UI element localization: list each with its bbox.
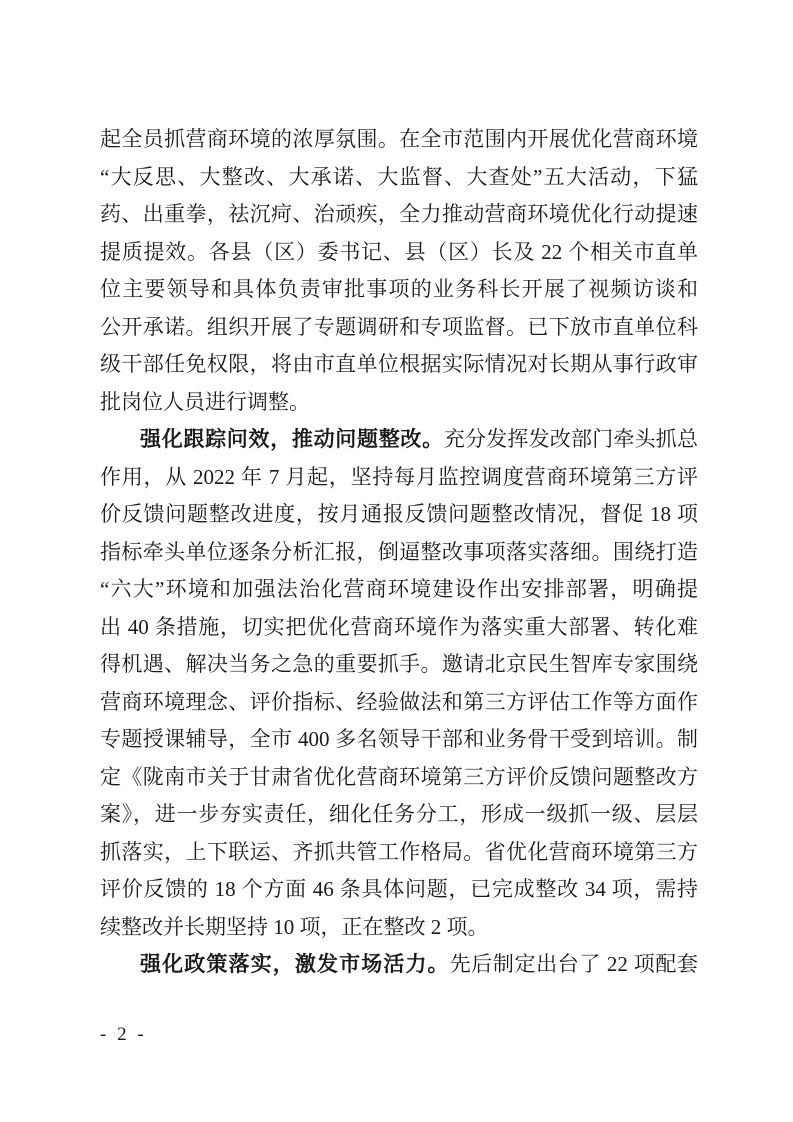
document-line: 作用，从 2022 年 7 月起，坚持每月监控调度营商环境第三方评 — [100, 464, 698, 489]
document-line: 案》，进一步夯实责任，细化任务分工，形成一级抓一级、层层 — [100, 802, 698, 826]
document-line: 抓落实，上下联运、齐抓共管工作格局。省优化营商环境第三方 — [100, 839, 698, 864]
document-line: 提质提效。各县（区）委书记、县（区）长及 22 个相关市直单 — [100, 239, 698, 264]
document-line: 定《陇南市关于甘肃省优化营商环境第三方评价反馈问题整改方 — [100, 764, 698, 789]
document-line: 指标牵头单位逐条分析汇报，倒逼整改事项落实落细。围绕打造 — [100, 539, 698, 564]
document-line: 营商环境理念、评价指标、经验做法和第三方评估工作等方面作 — [100, 689, 698, 714]
document-line: 药、出重拳，祛沉疴、治顽疾，全力推动营商环境优化行动提速 — [100, 202, 698, 226]
document-line: 批岗位人员进行调整。 — [100, 389, 310, 414]
document-line: “六大”环境和加强法治化营商环境建设作出安排部署，明确提 — [100, 577, 698, 601]
document-line: 强化政策落实，激发市场活力。先后制定出台了 22 项配套 — [140, 952, 698, 976]
paragraph-lead-bold: 强化跟踪问效，推动问题整改。 — [140, 428, 444, 451]
document-line: 得机遇、解决当务之急的重要抓手。邀请北京民生智库专家围绕 — [100, 652, 698, 676]
paragraph-lead-bold: 强化政策落实，激发市场活力。 — [140, 953, 450, 976]
document-line: 出 40 条措施，切实把优化营商环境作为落实重大部署、转化难 — [100, 614, 698, 639]
document-line: 强化跟踪问效，推动问题整改。充分发挥发改部门牵头抓总 — [140, 427, 698, 451]
document-line: 价反馈问题整改进度，按月通报反馈问题整改情况，督促 18 项 — [100, 502, 698, 526]
document-line: 位主要领导和具体负责审批事项的业务科长开展了视频访谈和 — [100, 277, 698, 301]
document-line: 起全员抓营商环境的浓厚氛围。在全市范围内开展优化营商环境 — [100, 127, 698, 151]
page-number: - 2 - — [100, 1024, 147, 1045]
document-body — [100, 121, 698, 984]
document-line: 评价反馈的 18 个方面 46 条具体问题，已完成整改 34 项，需持 — [100, 877, 698, 901]
document-line: 专题授课辅导，全市 400 多名领导干部和业务骨干受到培训。制 — [100, 727, 698, 751]
document-line: “大反思、大整改、大承诺、大监督、大查处”五大活动，下猛 — [100, 164, 698, 189]
document-line: 级干部任免权限，将由市直单位根据实际情况对长期从事行政审 — [100, 352, 698, 376]
document-line: 续整改并长期坚持 10 项，正在整改 2 项。 — [100, 914, 489, 939]
document-line: 公开承诺。组织开展了专题调研和专项监督。已下放市直单位科 — [100, 314, 698, 339]
